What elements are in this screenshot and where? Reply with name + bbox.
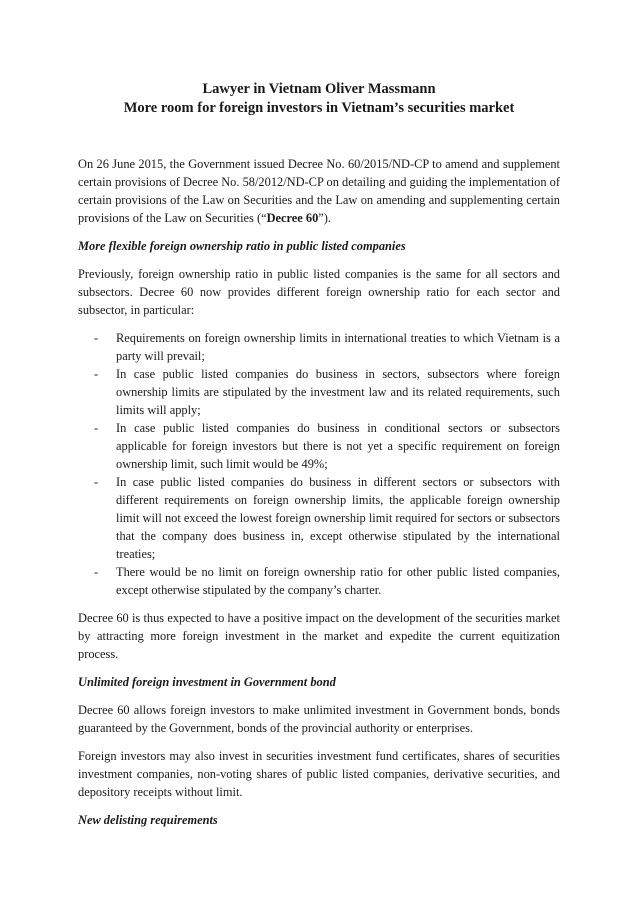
ownership-conclusion-paragraph: Decree 60 is thus expected to have a positive impact on the development of the securities market by attracting more foreign investment in the market and expedite the current equitization process.: [78, 611, 560, 661]
ownership-paragraph: Previously, foreign ownership ratio in public listed companies is the same for all sectors and subsectors. Decree 60 now provides different foreign ownership ratio for each sector and subsector, in particular:: [78, 267, 560, 317]
intro-text-before: On 26 June 2015, the Government issued Decree No. 60/2015/ND-CP to amend and supplement certain provisions of Decree No. 58/2012/ND-CP on detailing and guiding the implementation of certain provisions of the Law on Securities and the Law on amending and supplementing certain provisions of the Law on Securities (“: [78, 157, 560, 225]
bullet-text: There would be no limit on foreign ownership ratio for other public listed companies, except otherwise stipulated by the company’s charter.: [116, 565, 560, 597]
bullet-text: Requirements on foreign ownership limits in international treaties to which Vietnam is a party will prevail;: [116, 331, 560, 363]
bullet-dash: -: [94, 565, 99, 579]
bullet-item: [78, 419, 560, 473]
document-body: [78, 155, 560, 839]
bullet-dash: -: [94, 475, 99, 489]
bullet-dash: -: [94, 331, 99, 345]
investment-instruments-paragraph: Foreign investors may also invest in securities investment fund certificates, shares of securities investment companies, non-voting shares of public listed companies, derivative securities, and depository receipts without limit.: [78, 749, 560, 799]
bullet-item: [78, 563, 560, 599]
bullet-item: [78, 329, 560, 365]
bullet-text: In case public listed companies do business in sectors, subsectors where foreign ownership limits are stipulated by the investment law and its related requirements, such limits will apply;: [116, 367, 560, 417]
bullet-text: In case public listed companies do business in different sectors or subsectors with different requirements on foreign ownership limits, the applicable foreign ownership limit will not exceed the lowest foreign ownership limit required for sectors or subsectors that the company does business in, except otherwise stipulated by the international treaties;: [116, 475, 560, 561]
section-heading-delisting: New delisting requirements: [78, 813, 218, 827]
document-author-title: Lawyer in Vietnam Oliver Massmann: [202, 81, 436, 97]
bullet-item: [78, 365, 560, 419]
bullet-dash: -: [94, 421, 99, 435]
intro-text-after: ”).: [318, 211, 332, 225]
bullet-dash: -: [94, 367, 99, 381]
section-heading-ownership: More flexible foreign ownership ratio in public listed companies: [78, 239, 406, 253]
bullet-text: In case public listed companies do business in conditional sectors or subsectors applicable for foreign investors but there is not yet a specific requirement on foreign ownership limit, such limit would be 49%;: [116, 421, 560, 471]
intro-bold-term: Decree 60: [266, 211, 319, 225]
government-bond-paragraph: Decree 60 allows foreign investors to make unlimited investment in Government bonds, bonds guaranteed by the Government, bonds of the provincial authority or enterprises.: [78, 703, 560, 735]
ownership-bullet-list: [78, 329, 560, 599]
document-title: More room for foreign investors in Vietnam’s securities market: [123, 100, 515, 116]
bullet-item: [78, 473, 560, 563]
intro-paragraph: [78, 155, 560, 227]
section-heading-government-bond: Unlimited foreign investment in Government bond: [78, 675, 336, 689]
